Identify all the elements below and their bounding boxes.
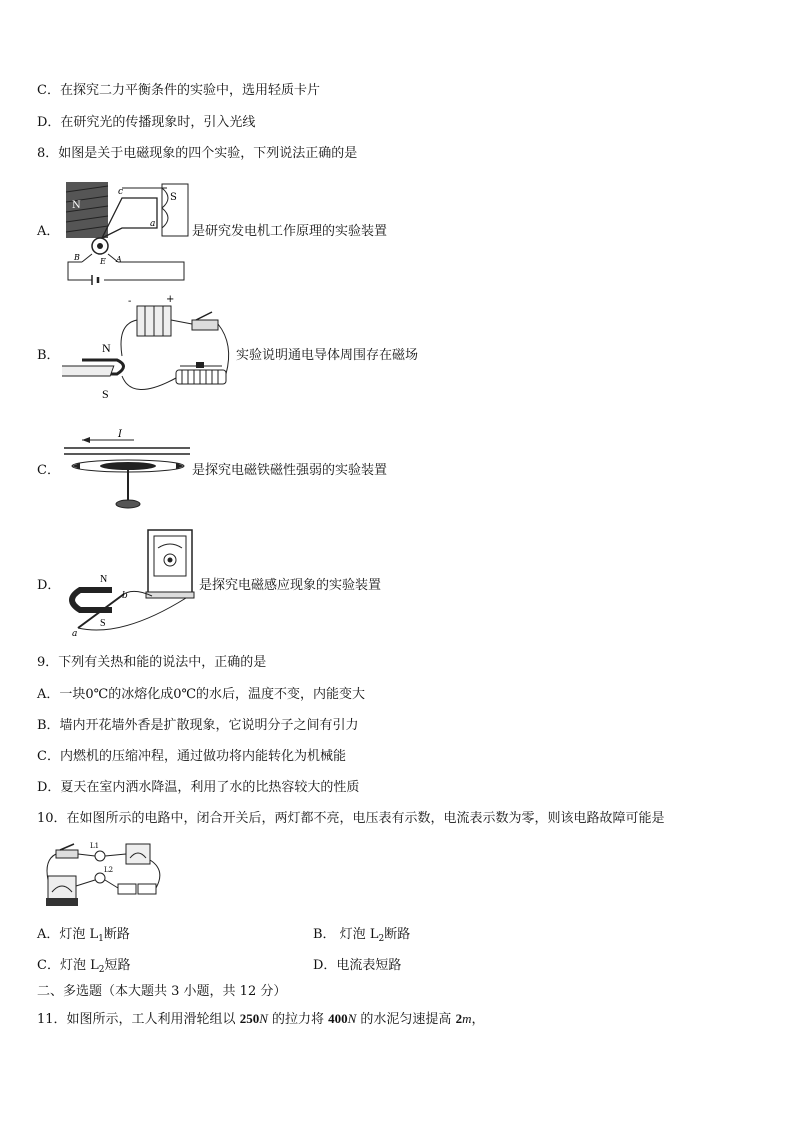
q9-stem: 9．下列有关热和能的说法中，正确的是 <box>37 655 267 670</box>
label-s: S <box>100 618 106 629</box>
q10-option-a: A．灯泡 $L_1$断路 <box>37 927 130 944</box>
q8-option-b-letter: B． <box>37 348 60 363</box>
label-l2: L2 <box>104 866 114 874</box>
q8-option-d-text: 是探究电磁感应现象的实验装置 <box>199 578 382 593</box>
generator-experiment-figure <box>62 178 192 286</box>
label-i: I <box>118 429 122 440</box>
q10-option-c: C．灯泡 $L_2$短路 <box>37 958 131 975</box>
q9-option-d: D．夏天在室内洒水降温，利用了水的比热容较大的性质 <box>37 780 360 795</box>
label-plus: + <box>166 294 175 305</box>
label-n: N <box>102 341 111 355</box>
q7-option-c: C．在探究二力平衡条件的实验中，选用轻质卡片 <box>37 83 320 98</box>
label-a: a <box>150 219 156 229</box>
label-n: N <box>100 574 108 585</box>
q10-option-d: D．电流表短路 <box>313 958 402 973</box>
q8-option-c-text: 是探究电磁铁磁性强弱的实验装置 <box>192 463 388 478</box>
q8-option-c-letter: C． <box>37 463 60 478</box>
label-c: c <box>118 187 124 197</box>
q10-option-b: B． 灯泡 $L_2$断路 <box>313 927 411 944</box>
label-s: S <box>102 387 109 401</box>
label-l1: L1 <box>90 842 100 850</box>
label-a: a <box>72 629 78 638</box>
q11-stem: 11．如图所示，工人利用滑轮组以 250N 的拉力将 400N 的水泥匀速提高 2m， <box>37 1011 485 1027</box>
q8-option-b-text: 实验说明通电导体周围存在磁场 <box>236 348 419 363</box>
q8-option-a-letter: A． <box>37 224 60 239</box>
oersted-battery-figure <box>62 294 237 406</box>
q8-stem: 8．如图是关于电磁现象的四个实验，下列说法正确的是 <box>37 146 358 161</box>
section-2-heading: 二、多选题（本大题共 3 小题，共 12 分） <box>37 984 287 999</box>
q8-option-a-text: 是研究发电机工作原理的实验装置 <box>192 224 388 239</box>
q8-option-d-letter: D． <box>37 578 61 593</box>
induction-galvanometer-figure <box>62 526 198 638</box>
q9-option-a: A．一块0℃的冰熔化成0℃的水后，温度不变，内能变大 <box>37 687 366 702</box>
q7-option-d: D．在研究光的传播现象时，引入光线 <box>37 115 256 130</box>
label-a-brush: A <box>116 255 122 264</box>
label-s: S <box>170 192 177 203</box>
q9-option-c: C．内燃机的压缩冲程，通过做功将内能转化为机械能 <box>37 749 346 764</box>
current-wire-compass-figure <box>62 426 192 514</box>
label-n: N <box>72 200 81 211</box>
circuit-meters-figure <box>40 840 170 918</box>
label-minus: - <box>128 296 132 307</box>
label-b: b <box>122 591 128 601</box>
q10-stem: 10．在如图所示的电路中，闭合开关后，两灯都不亮，电压表有示数，电流表示数为零，则该电路故障可能是 <box>37 811 665 826</box>
label-e: E <box>100 257 106 266</box>
label-b: B <box>74 253 80 262</box>
q9-option-b: B．墙内开花墙外香是扩散现象，它说明分子之间有引力 <box>37 718 359 733</box>
